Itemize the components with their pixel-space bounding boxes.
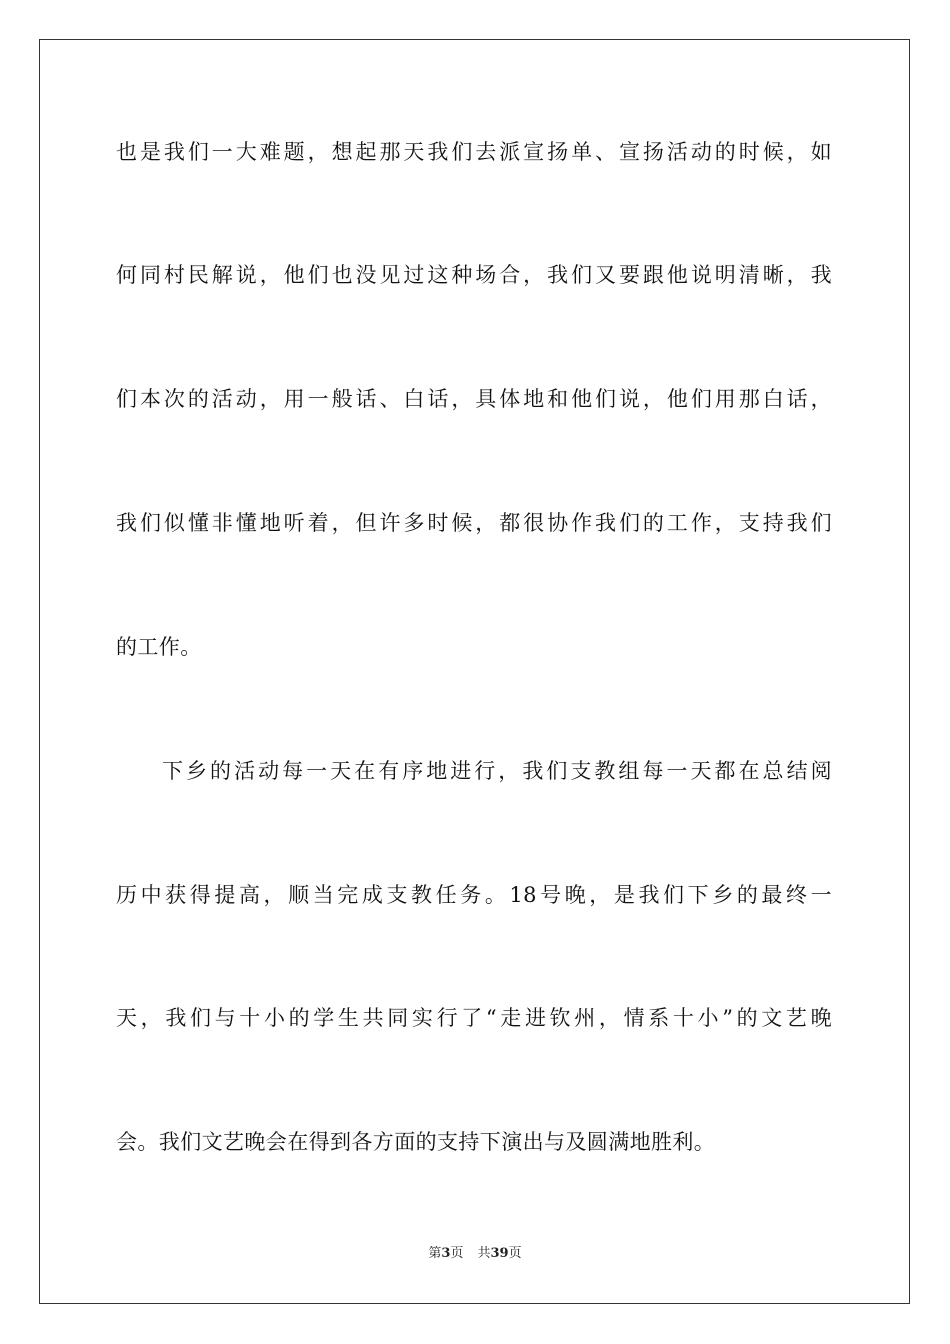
total-pages: 39 [490, 1246, 509, 1261]
paragraph-line: 历中获得提高，顺当完成支教任务。18号晚，是我们下乡的最终一 [116, 883, 832, 907]
paragraph-line: 们本次的活动，用一般话、白话，具体地和他们说，他们用那白话， [116, 387, 832, 411]
page-border [39, 39, 910, 1304]
paragraph-line: 的工作。 [116, 635, 202, 659]
page-footer [0, 1245, 950, 1263]
total-prefix: 共 [477, 1246, 491, 1261]
paragraph-line-indented: 下乡的活动每一天在有序地进行，我们支教组每一天都在总结阅 [162, 759, 832, 783]
page-prefix: 第 [428, 1246, 442, 1261]
paragraph-line: 也是我们一大难题，想起那天我们去派宣扬单、宣扬活动的时候，如 [116, 140, 832, 164]
paragraph-line: 会。我们文艺晚会在得到各方面的支持下演出与及圆满地胜利。 [116, 1130, 716, 1154]
paragraph-line: 天，我们与十小的学生共同实行了“走进钦州，情系十小”的文艺晚 [116, 1006, 832, 1030]
paragraph-line: 何同村民解说，他们也没见过这种场合，我们又要跟他说明清晰，我 [116, 263, 832, 287]
total-suffix: 页 [508, 1246, 522, 1261]
paragraph-line: 我们似懂非懂地听着，但许多时候，都很协作我们的工作，支持我们 [116, 511, 832, 535]
page-number: 3 [441, 1246, 451, 1261]
page-suffix: 页 [450, 1246, 464, 1261]
